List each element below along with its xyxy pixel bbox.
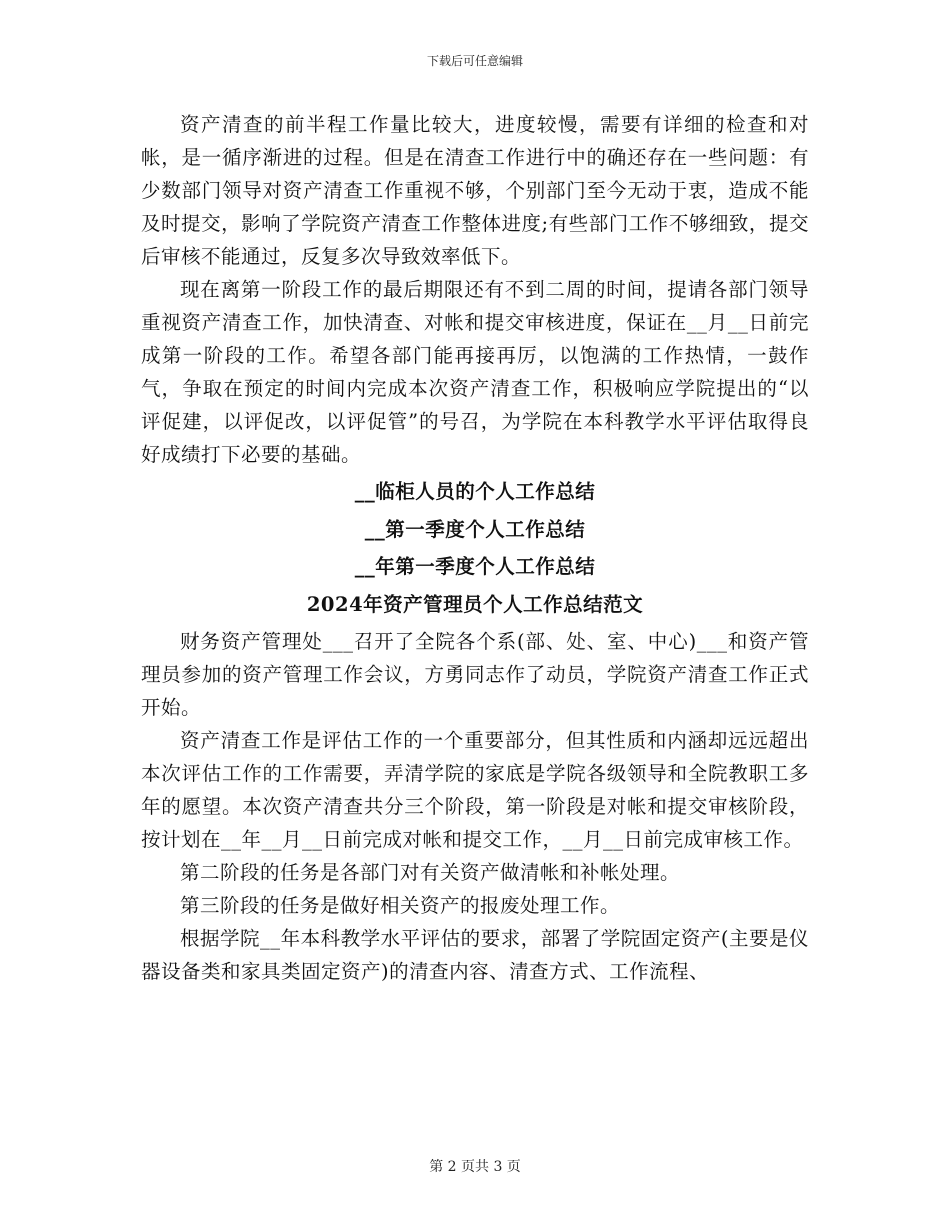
paragraph: 第二阶段的任务是各部门对有关资产做清帐和补帐处理。 bbox=[180, 861, 681, 884]
paragraph: 资产清查的前半程工作量比较大，进度较慢，需要有详细的检查和对帐，是一循序渐进的过程。但是在清查工作进行中的确还存在一些问题：有少数部门领导对资产清查工作重视不够，个别部门至今无动于衷，造成不能及时提交，影响了学院资产清查工作整体进度;有些部门工作不够细致，提交后审核不能通过，反复多次导致效率低下。 bbox=[141, 113, 809, 268]
document-title: 2024年资产管理员个人工作总结范文 bbox=[306, 592, 644, 616]
paragraph: 财务资产管理处___召开了全院各个系(部、处、室、中心)___和资产管理员参加的资产管理工作会议，方勇同志作了动员，学院资产清查工作正式开始。 bbox=[141, 630, 809, 719]
paragraph: 第三阶段的任务是做好相关资产的报废处理工作。 bbox=[180, 894, 621, 917]
paragraph: 资产清查工作是评估工作的一个重要部分，但其性质和内涵却远远超出本次评估工作的工作需要，弄清学院的家底是学院各级领导和全院教职工多年的愿望。本次资产清查共分三个阶段，第一阶段是对帐和提交审核阶段，按计划在__年__月__日前完成对帐和提交工作，__月__日前完成审核工作。 bbox=[141, 729, 809, 851]
section-heading: __临柜人员的个人工作总结 bbox=[354, 480, 596, 503]
paragraph: 根据学院__年本科教学水平评估的要求，部署了学院固定资产(主要是仪器设备类和家具类固定资产)的清查内容、清查方式、工作流程、 bbox=[141, 927, 809, 983]
section-heading: __第一季度个人工作总结 bbox=[364, 517, 586, 541]
document-body bbox=[141, 108, 809, 988]
section-heading: __年第一季度个人工作总结 bbox=[354, 555, 596, 578]
page-header: 下载后可任意编辑 bbox=[426, 54, 523, 68]
page-number: 第 2 页共 3 页 bbox=[429, 1159, 521, 1175]
paragraph: 现在离第一阶段工作的最后期限还有不到二周的时间，提请各部门领导重视资产清查工作，加快清查、对帐和提交审核进度，保证在__月__日前完成第一阶段的工作。希望各部门能再接再厉，以饱满的工作热情，一鼓作气，争取在预定的时间内完成本次资产清查工作，积极响应学院提出的“以评促建，以评促改，以评促管”的号召，为学院在本科教学水平评估取得良好成绩打下必要的基础。 bbox=[141, 278, 809, 466]
